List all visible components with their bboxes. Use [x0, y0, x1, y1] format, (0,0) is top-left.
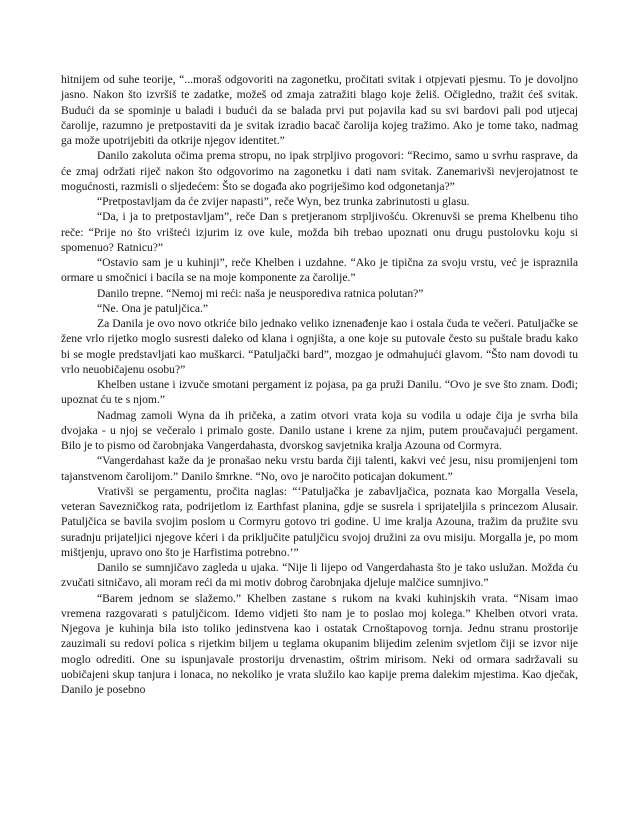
- paragraph: “Ne. Ona je patuljčica.”: [97, 301, 209, 315]
- paragraph: Za Danila je ovo novo otkriće bilo jednako veliko iznenađenje kao i ostala čuda te večeri. Patuljačke se žene vrlo rijetko moglo susresti daleko od klana i ognjišta, a one koje su putovale često su puštale bradu kako bi se mogle predstavljati kao muškarci. “Patuljački bard”, mozgao je odmahujući glavom. “Što nam dovodi tu vrlo neuobičajenu osobu?”: [61, 317, 578, 376]
- paragraph: Danilo zakoluta očima prema stropu, no ipak strpljivo progovori: “Recimo, samo u svrhu rasprave, da će zmaj održati riječ nakon što odgovorimo na zagonetku i dati nam svitak. Zanemarivši nevjerojatnost te mogućnosti, razmisli o sljedećem: Što se događa ako pogriješimo kod odgonetanja?”: [61, 149, 578, 193]
- paragraph: Vrativši se pergamentu, pročita naglas: “‘Patuljačka je zabavljačica, poznata kao Morgalla Vesela, veteran Savezničkog rata, podrijetlom iz Earthfast planina, gdje se susrela i sprijateljila s princezom Alusair. Patuljčica se bavila svojim poslom u Cormyru gotovo tri godine. U ime kralja Azouna, tražim da pružite svu suradnju prijateljici njegove kćeri i da priključite patuljčicu svojoj družini za ovu misiju. Morgalla je, po mom mištjenju, upravo ono što je Harfistima potrebno.’”: [61, 484, 578, 559]
- paragraph: Khelben ustane i izvuče smotani pergament iz pojasa, pa ga pruži Danilu. “Ovo je sve što znam. Dođi; upoznat ću te s njom.”: [61, 378, 578, 407]
- paragraph: “Vangerdahast kaže da je pronašao neku vrstu barda čiji talenti, kakvi već jesu, nisu promijenjeni tom tajanstvenom čarolijom.” Danilo šmrkne. “No, ovo je naročito poticajan dokument.”: [61, 454, 578, 483]
- paragraph: Danilo se sumnjičavo zagleda u ujaka. “Nije li lijepo od Vangerdahasta što je tako uslužan. Možda ću zvučati sitničavo, ali moram reći da mi motiv dobrog čarobnjaka djeluje malčice sumnjivo.”: [61, 561, 578, 590]
- paragraph: Danilo trepne. “Nemoj mi reći: naša je neusporediva ratnica polutan?”: [97, 286, 424, 300]
- paragraph: “Pretpostavljam da će zvijer napasti”, reče Wyn, bez trunka zabrinutosti u glasu.: [97, 195, 470, 208]
- paragraph: Nadmag zamoli Wyna da ih pričeka, a zatim otvori vrata koja su vodila u odaje čija je svrha bila dvojaka - u njoj se večeralo i primalo goste. Danilo ustane i krene za njim, putem proučavajući pergament. Bilo je to pismo od čarobnjaka Vangerdahasta, dvorskog savjetnika kralja Azouna od Cormyra.: [61, 408, 578, 452]
- paragraph: hitnijem od suhe teorije, “...moraš odgovoriti na zagonetku, pročitati svitak i otpjevati pjesmu. To je dovoljno jasno. Nakon što izvršiš te zadatke, možeš od zmaja zatražiti blago koje želiš. Očigledno, tražit ćeš svitak. Budući da se spominje u baladi i budući da se balada prvi put pojavila kad su svi bardovi pali pod utjecaj čarolije, razumno je pretpostaviti da je svitak izradio bacač čarolija kojeg tražimo. Ako je tome tako, nadmag ga može upotrijebiti da otkrije njegov identitet.”: [61, 73, 578, 147]
- paragraph: “Da, i ja to pretpostavljam”, reče Dan s pretjeranom strpljivošću. Okrenuvši se prema Khelbenu tiho reče: “Prije no što vrišteći izjurim iz ove kule, možda bih trebao upoznati onu drugu pustolovku koju si spomenuo? Ratnicu?”: [61, 210, 578, 254]
- paragraph: “Barem jednom se slažemo.” Khelben zastane s rukom na kvaki kuhinjskih vrata. “Nisam imao vremena razgovarati s patuljčicom. Idemo vidjeti što nam je to poslao moj kolega.” Khelben otvori vrata. Njegova je kuhinja bila isto toliko jedinstvena kao i ostatak Crnoštapovog tornja. Jednu stranu prostorije zauzimali su redovi polica s rijetkim biljem u teglama okupanim blijedim zelenim svjetlom čiji se izvor nije moglo odrediti. One su ispunjavale prostoriju drvenastim, oštrim mirisom. Neki od ormara sadržavali su uobičajeni skup tanjura i lonaca, no nekoliko je vrata služilo kao kapije prema dalekim mjestima. Kao dječak, Danilo je posebno: [61, 591, 578, 696]
- paragraph: “Ostavio sam je u kuhinji”, reče Khelben i uzdahne. “Ako je tipična za svoju vrstu, već je ispraznila ormare u smočnici i bacila se na moje komponente za čarolije.”: [61, 256, 578, 285]
